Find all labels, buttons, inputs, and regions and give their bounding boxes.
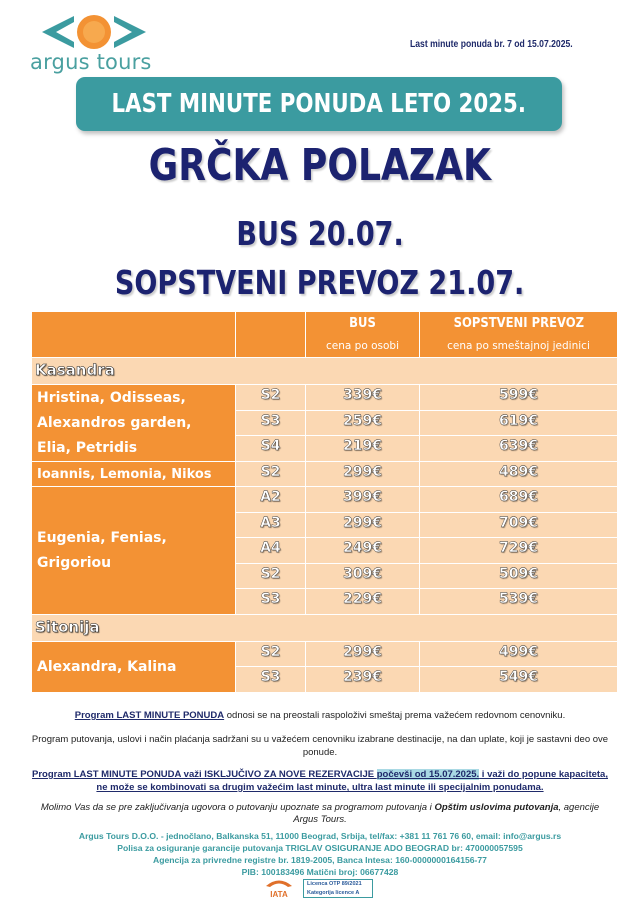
own-price: 729€ xyxy=(499,540,538,556)
hotel-group-cell xyxy=(32,642,236,693)
own-price-cell xyxy=(420,462,618,488)
company-line: Argus Tours D.O.O. - jednočlano, Balkanska 51, 11000 Beograd, Srbija, tel/fax: +381 11 761 76 60, email: info@argus.rs xyxy=(78,831,562,841)
own-price-cell xyxy=(420,385,618,411)
room-type-cell xyxy=(236,589,306,615)
bus-price: 239€ xyxy=(343,669,382,685)
own-price: 539€ xyxy=(499,591,538,607)
header-bus-subtitle: cena po osobi xyxy=(326,340,399,352)
bus-price: 229€ xyxy=(343,591,382,607)
notice-text-b: , agencije Argus Tours. xyxy=(293,802,600,825)
offer-number: Last minute ponuda br. 7 od 15.07.2025. xyxy=(410,38,573,50)
program-label: Program LAST MINUTE PONUDA xyxy=(74,710,225,721)
room-type-cell xyxy=(236,462,306,488)
bus-price: 299€ xyxy=(343,643,382,660)
header-own-cell xyxy=(420,312,618,358)
bus-departure-text: BUS 20.07. xyxy=(236,214,404,253)
bus-price: 399€ xyxy=(343,489,382,505)
hotel-name: Ioannis, Lemonia, Nikos xyxy=(37,466,212,482)
destination-headline xyxy=(0,140,640,191)
hotel-group-cell xyxy=(32,487,236,615)
own-price-cell xyxy=(420,589,618,615)
hotel-name: Hristina, Odisseas, xyxy=(37,389,186,406)
room-type: S4 xyxy=(260,438,281,454)
hotel-name: Elia, Petridis xyxy=(37,439,138,456)
own-price-cell xyxy=(420,564,618,590)
own-price: 499€ xyxy=(499,643,538,660)
bus-price-cell xyxy=(306,538,420,564)
banner-title: LAST MINUTE PONUDA LETO 2025. xyxy=(111,89,527,119)
hotel-group-cell xyxy=(32,385,236,462)
brand-name: argus tours xyxy=(30,50,152,74)
room-type: S3 xyxy=(260,412,281,429)
header-bus-cell xyxy=(306,312,420,358)
own-price-cell xyxy=(420,538,618,564)
room-type: S2 xyxy=(260,565,281,582)
hotel-name: Alexandra, Kalina xyxy=(37,658,177,675)
bus-price-cell xyxy=(306,513,420,539)
own-price-cell xyxy=(420,487,618,513)
validity-text-b: i važi do popune kapaciteta, ne može se kombinovati sa drugim važećim last minute, ultra last minute ili specijalnim ponudama. xyxy=(96,769,608,793)
header-own-label: SOPSTVENI PREVOZ xyxy=(453,315,584,331)
bus-price-cell xyxy=(306,667,420,693)
company-line: PIB: 100183496 Matični broj: 06677428 xyxy=(241,867,399,877)
room-type-cell xyxy=(236,538,306,564)
room-type-cell xyxy=(236,411,306,437)
room-type-cell xyxy=(236,487,306,513)
program-note xyxy=(30,710,610,721)
own-price: 619€ xyxy=(499,412,538,429)
bus-price-cell xyxy=(306,589,420,615)
room-type: S2 xyxy=(260,387,281,403)
header-hotel-cell xyxy=(32,312,236,358)
room-type: A2 xyxy=(260,489,281,505)
own-price: 709€ xyxy=(499,514,538,531)
own-price-cell xyxy=(420,436,618,462)
own-transport-departure xyxy=(0,263,640,302)
own-price: 599€ xyxy=(499,387,538,403)
bus-price-cell xyxy=(306,564,420,590)
terms-note: Program putovanja, uslovi i način plaćanja sadržani su u važećem cenovniku izabrane destinacije, na dan uplate, koji je sastavni deo ove ponude. xyxy=(31,734,609,758)
room-type-cell xyxy=(236,513,306,539)
iata-logo xyxy=(262,877,296,899)
hotel-name: Alexandros garden, xyxy=(37,414,192,431)
company-line: Polisa za osiguranje garancije putovanja TRIGLAV OSIGURANJE ADO BEOGRAD br: 470000057595 xyxy=(117,843,523,853)
room-type-cell xyxy=(236,642,306,668)
bus-departure xyxy=(0,214,640,253)
validity-note xyxy=(30,768,610,794)
bus-price: 219€ xyxy=(343,438,382,454)
room-type: A3 xyxy=(260,514,281,531)
program-text: odnosi se na preostali raspoloživi smeštaj prema važećem redovnom cenovniku. xyxy=(224,710,566,721)
header-bus-title xyxy=(306,315,419,331)
bus-price: 309€ xyxy=(343,565,382,582)
company-line: Agencija za privredne registre br. 1819-2005, Banca Intesa: 160-0000000164156-77 xyxy=(153,855,487,865)
room-type: S2 xyxy=(260,643,281,660)
iata-text: IATA xyxy=(270,890,288,899)
licence-line: Kategorija licence A xyxy=(307,890,360,896)
own-price: 509€ xyxy=(499,565,538,582)
header-own-title xyxy=(420,315,617,331)
hotel-name: Eugenia, Fenias, xyxy=(37,529,167,546)
licence-box xyxy=(303,879,373,898)
region-row xyxy=(32,615,618,642)
own-price: 489€ xyxy=(499,463,538,480)
room-type: S2 xyxy=(260,463,281,480)
own-transport-departure-text: SOPSTVENI PREVOZ 21.07. xyxy=(115,263,525,302)
company-info xyxy=(30,830,610,878)
bus-price-cell xyxy=(306,642,420,668)
header-type-cell xyxy=(236,312,306,358)
bus-price-cell xyxy=(306,411,420,437)
licence-line: Licenca OTP 89/2021 xyxy=(307,881,362,887)
bus-price: 299€ xyxy=(343,463,382,480)
own-price-cell xyxy=(420,411,618,437)
own-price: 639€ xyxy=(499,438,538,454)
header-own-subtitle: cena po smeštajnoj jedinici xyxy=(447,340,590,352)
hotel-name: Grigoriou xyxy=(37,554,112,571)
room-type: A4 xyxy=(260,540,281,556)
bus-price: 299€ xyxy=(343,514,382,531)
region-name: Sitonija xyxy=(35,617,100,636)
price-table xyxy=(32,312,618,703)
notice xyxy=(30,802,610,826)
room-type: S3 xyxy=(260,591,281,607)
room-type-cell xyxy=(236,385,306,411)
header-bus-label: BUS xyxy=(349,315,376,331)
own-price-cell xyxy=(420,513,618,539)
room-type-cell xyxy=(236,667,306,693)
own-price-cell xyxy=(420,642,618,668)
room-type: S3 xyxy=(260,669,281,685)
room-type-cell xyxy=(236,436,306,462)
region-row xyxy=(32,358,618,385)
bus-price: 339€ xyxy=(343,387,382,403)
season-banner xyxy=(76,77,562,131)
validity-date: počevši od 15.07.2025. xyxy=(376,769,480,780)
validity-text-a: Program LAST MINUTE PONUDA važi ISKLJUČIVO ZA NOVE REZERVACIJE xyxy=(32,769,377,780)
bus-price-cell xyxy=(306,436,420,462)
own-price-cell xyxy=(420,667,618,693)
bus-price: 249€ xyxy=(343,540,382,556)
region-name: Kasandra xyxy=(35,361,115,379)
destination-headline-text: GRČKA POLAZAK xyxy=(148,140,492,191)
bus-price-cell xyxy=(306,487,420,513)
hotel-group-cell xyxy=(32,462,236,488)
bus-price: 259€ xyxy=(343,412,382,429)
own-price: 549€ xyxy=(499,669,538,685)
bus-price-cell xyxy=(306,385,420,411)
bus-price-cell xyxy=(306,462,420,488)
room-type-cell xyxy=(236,564,306,590)
notice-text-a: Molimo Vas da se pre zaključivanja ugovora o putovanju upoznate sa programom putovanja i xyxy=(40,802,435,813)
own-price: 689€ xyxy=(499,489,538,505)
notice-bold: Opštim uslovima putovanja xyxy=(434,802,559,813)
